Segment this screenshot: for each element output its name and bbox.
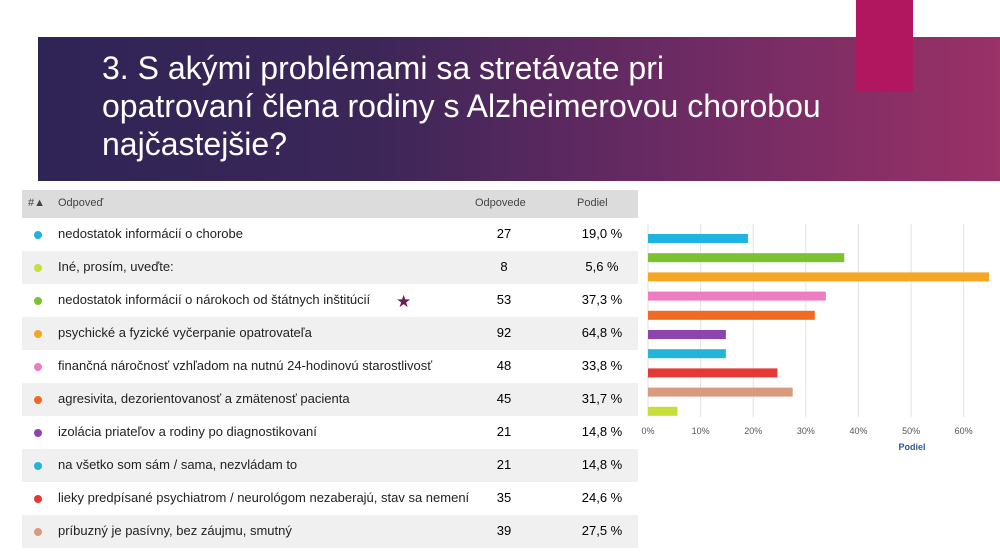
table-row: [22, 449, 638, 482]
answer-share: 14,8 %: [581, 424, 623, 439]
bar[interactable]: [648, 349, 726, 358]
x-tick-label: 30%: [796, 426, 815, 436]
table-row: [22, 383, 638, 416]
header-num[interactable]: #▲: [28, 197, 46, 209]
answer-count: 21: [496, 424, 512, 439]
answer-count: 48: [496, 358, 512, 373]
x-tick-label: 50%: [902, 426, 921, 436]
table-row: [22, 218, 638, 251]
bar[interactable]: [648, 253, 844, 262]
bar[interactable]: [648, 311, 815, 320]
header-share[interactable]: Podiel: [577, 197, 608, 209]
table-row: [22, 251, 638, 284]
header-answer[interactable]: Odpoveď: [58, 197, 104, 209]
series-dot-icon: [34, 264, 42, 272]
header-count[interactable]: Odpovede: [475, 197, 526, 209]
x-tick-label: 10%: [691, 426, 710, 436]
answer-count: 39: [496, 523, 512, 538]
x-tick-label: 60%: [954, 426, 973, 436]
answer-count: 45: [496, 391, 512, 406]
answer-label: príbuzný je pasívny, bez záujmu, smutný: [58, 523, 292, 538]
answer-label: finančná náročnosť vzhľadom na nutnú 24-hodinovú starostlivosť: [58, 358, 433, 373]
answer-share: 31,7 %: [581, 391, 623, 406]
series-dot-icon: [34, 528, 42, 536]
bar[interactable]: [648, 292, 826, 301]
bar[interactable]: [648, 272, 989, 281]
bar[interactable]: [648, 330, 726, 339]
slide-title: 3. S akými problémami sa stretávate pri opatrovaní člena rodiny s Alzheimerovou chorobou najčastejšie?: [102, 50, 821, 162]
table-row: [22, 317, 638, 350]
answer-label: Iné, prosím, uveďte:: [58, 259, 174, 274]
answer-share: 27,5 %: [581, 523, 623, 538]
series-dot-icon: [34, 396, 42, 404]
x-tick-label: 40%: [849, 426, 868, 436]
answer-count: 27: [496, 226, 512, 241]
answer-share: 64,8 %: [581, 325, 623, 340]
accent-bar: [856, 0, 913, 92]
answer-share: 24,6 %: [581, 490, 623, 505]
answer-label: na všetko som sám / sama, nezvládam to: [58, 457, 298, 472]
bar[interactable]: [648, 388, 793, 397]
series-dot-icon: [34, 330, 42, 338]
table-row: [22, 284, 638, 317]
table-row: [22, 515, 638, 548]
series-dot-icon: [34, 495, 42, 503]
answer-share: 5,6 %: [585, 259, 619, 274]
table-row: [22, 482, 638, 515]
answer-count: 53: [496, 292, 512, 307]
series-dot-icon: [34, 462, 42, 470]
answer-share: 37,3 %: [581, 292, 623, 307]
series-dot-icon: [34, 231, 42, 239]
answer-count: 8: [500, 259, 508, 274]
answer-count: 21: [496, 457, 512, 472]
answer-label: nedostatok informácií o chorobe: [58, 226, 243, 241]
x-tick-label: 0%: [641, 426, 655, 436]
bar-chart-svg: [640, 212, 1000, 452]
answer-share: 33,8 %: [581, 358, 623, 373]
answer-label: agresivita, dezorientovanosť a zmätenosť pacienta: [58, 391, 350, 406]
table-row: [22, 416, 638, 449]
answer-label: lieky predpísané psychiatrom / neurológom nezaberajú, stav sa nemení: [58, 490, 470, 505]
answer-label: psychické a fyzické vyčerpanie opatrovateľa: [58, 325, 312, 340]
answer-share: 14,8 %: [581, 457, 623, 472]
series-dot-icon: [34, 363, 42, 371]
answer-count: 35: [496, 490, 512, 505]
answer-count: 92: [496, 325, 512, 340]
x-tick-label: 20%: [744, 426, 763, 436]
answer-label: nedostatok informácií o nárokoch od štátnych inštitúcií: [58, 292, 371, 307]
bar-chart: [640, 212, 1000, 452]
answer-label: izolácia priateľov a rodiny po diagnostikovaní: [58, 424, 317, 439]
table-row: [22, 350, 638, 383]
x-axis-label: Podiel: [898, 442, 926, 452]
answer-share: 19,0 %: [581, 226, 623, 241]
bar[interactable]: [648, 234, 748, 243]
series-dot-icon: [34, 297, 42, 305]
series-dot-icon: [34, 429, 42, 437]
bar[interactable]: [648, 407, 677, 416]
bar[interactable]: [648, 368, 777, 377]
star-icon: ★: [396, 292, 412, 311]
table-header: [22, 190, 638, 218]
